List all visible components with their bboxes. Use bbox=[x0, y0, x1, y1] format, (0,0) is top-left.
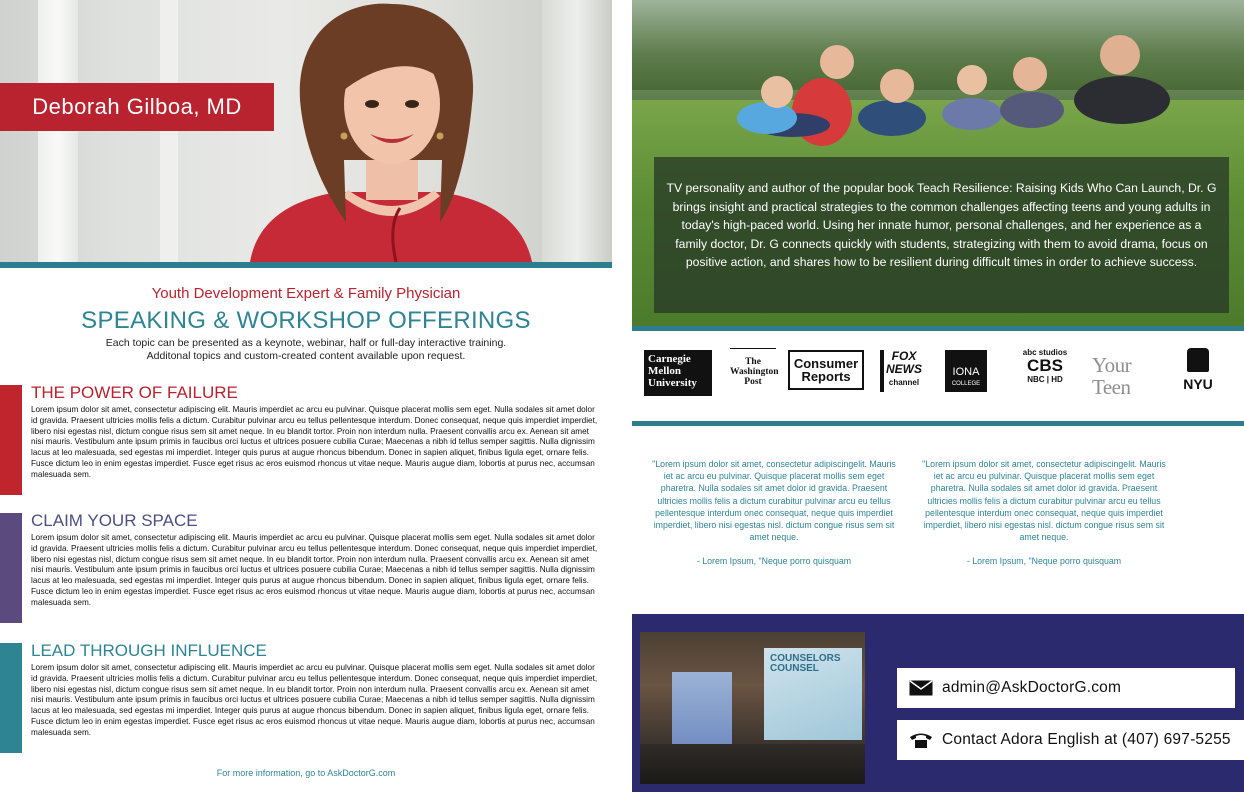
topic-description: Lorem ipsum dolor sit amet, consectetur adipiscing elit. Mauris imperdiet ac arcu eu pulvinar. Quisque placerat mollis sem eget. Nulla sodales sit amet dolor id gravida. Praesent ultricies mollis felis a dictum. Curabitur pulvinar arcu eu tellus pellentesque interdum. Donec consequat, neque quis imperdiet imperdiet, libero nisi egestas nisl, dictum congue risus sem sit amet neque. In eu blandit tortor. Proin non interdum nulla. Praesent convallis arcu ex. Aenean sit amet nisi mauris. Vestibulum ante ipsum primis in faucibus orci luctus et ultrices posuere cubilia Curae; Maecenas a nibh id tellus semper sagittis. Nulla dignissim lacus at leo malesuada, sed egestas mi imperdiet. Integer quis purus at augue rhoncus bibendum. Donec in sapien aliquet, finibus ligula eget, ornare felis. Fusce dictum leo in enim egestas imperdiet. Fusce eget risus ac eros euismod rhoncus ut vitae neque. Mauris augue diam, lobortis at purus nec, accumsan malesuada sem. bbox=[31, 405, 598, 479]
divider-bar bbox=[0, 262, 612, 268]
bio-overlay bbox=[654, 157, 1229, 313]
event-photo bbox=[640, 632, 865, 784]
testimonial-quote: "Lorem ipsum dolor sit amet, consectetur adipiscingelit. Mauris iet ac arcu eu pulvinar. Quisque placerat mollis sem eget pharetra. Nulla sodales sit amet dolor id gravida. Praesent ultricies mollis felis a dictum curabitur pulvinar arcu eu tellus pellentesque interdum onec consequat, neque quis imperdiet imperdiet, libero nisi egestas nisl. dictum congue risus sem sit amet neque. bbox=[922, 459, 1166, 543]
abc-cbs-nbc-logo bbox=[1014, 348, 1076, 394]
more-info-link[interactable]: For more information, go to AskDoctorG.com bbox=[216, 768, 396, 778]
email-contact[interactable] bbox=[897, 668, 1235, 708]
logo-text: Post bbox=[744, 377, 762, 387]
logo-text: NYU bbox=[1183, 376, 1213, 392]
washington-post-logo bbox=[730, 348, 779, 394]
speaker-subtitle: Youth Development Expert & Family Physician bbox=[151, 285, 461, 302]
logo-text: University bbox=[648, 377, 697, 389]
logo-text: NEWS bbox=[886, 362, 922, 376]
screen-line: COUNSELORS bbox=[770, 653, 841, 664]
presentation-screen bbox=[764, 648, 862, 740]
divider-bar bbox=[632, 421, 1244, 426]
logo-text: IONA bbox=[952, 366, 980, 378]
nyu-logo bbox=[1180, 348, 1216, 396]
contact-block bbox=[632, 614, 1244, 792]
topic-accent-bar bbox=[0, 385, 22, 495]
event-audience bbox=[640, 744, 865, 784]
email-address[interactable]: admin@AskDoctorG.com bbox=[942, 679, 1122, 696]
testimonial-attribution: - Lorem Ipsum, "Neque porro quisquam bbox=[966, 556, 1122, 567]
intro-line: Additonal topics and custom-created content available upon request. bbox=[146, 350, 466, 362]
phone-contact[interactable] bbox=[897, 720, 1244, 760]
logo-text: NBC | HD bbox=[1027, 375, 1063, 384]
phone-icon bbox=[909, 732, 933, 748]
logo-text: FOX bbox=[891, 349, 917, 363]
topic-description: Lorem ipsum dolor sit amet, consectetur adipiscing elit. Mauris imperdiet ac arcu eu pulvinar. Quisque placerat mollis sem eget. Nulla sodales sit amet dolor id gravida. Praesent ultricies mollis felis a dictum. Curabitur pulvinar arcu eu tellus pellentesque interdum. Donec consequat, neque quis imperdiet imperdiet, libero nisi egestas nisl, dictum congue risus sem sit amet neque. In eu blandit tortor. Proin non interdum nulla. Praesent convallis arcu ex. Aenean sit amet nisi mauris. Vestibulum ante ipsum primis in faucibus orci luctus et ultrices posuere cubilia Curae; Maecenas a nibh id tellus semper sagittis. Nulla dignissim lacus at leo malesuada, sed egestas mi imperdiet. Integer quis purus at augue rhoncus bibendum. Donec in sapien aliquet, finibus ligula eget, ornare felis. Fusce dictum leo in enim egestas imperdiet. Fusce eget risus ac eros euismod rhoncus ut vitae neque. Mauris augue diam, lobortis at purus nec, accumsan malesuada sem. bbox=[31, 663, 598, 737]
logo-text: Reports bbox=[801, 369, 851, 384]
logo-text: Your bbox=[1092, 353, 1132, 377]
speaker-name-banner: Deborah Gilboa, MD bbox=[0, 83, 274, 131]
topic-description: Lorem ipsum dolor sit amet, consectetur adipiscing elit. Mauris imperdiet ac arcu eu pulvinar. Quisque placerat mollis sem eget. Nulla sodales sit amet dolor id gravida. Praesent ultricies mollis felis a dictum. Curabitur pulvinar arcu eu tellus pellentesque interdum. Donec consequat, neque quis imperdiet imperdiet, libero nisi egestas nisl, dictum congue risus sem sit amet neque. In eu blandit tortor. Proin non interdum nulla. Praesent convallis arcu ex. Aenean sit amet nisi mauris. Vestibulum ante ipsum primis in faucibus orci luctus et ultrices posuere cubilia Curae; Maecenas a nibh id tellus semper sagittis. Nulla dignissim lacus at leo malesuada, sed egestas mi imperdiet. Integer quis purus at augue rhoncus bibendum. Donec in sapien aliquet, finibus ligula eget, ornare felis. Fusce dictum leo in enim egestas imperdiet. Fusce eget risus ac eros euismod rhoncus ut vitae neque. Mauris augue diam, lobortis at purus nec, accumsan malesuada sem. bbox=[31, 533, 598, 607]
testimonial-attribution: - Lorem Ipsum, "Neque porro quisquam bbox=[696, 556, 852, 567]
envelope-icon bbox=[909, 680, 933, 696]
logo-text: Teen bbox=[1092, 375, 1131, 399]
topic-title: THE POWER OF FAILURE bbox=[31, 383, 238, 402]
portrait-figure bbox=[0, 0, 612, 262]
topic-title: CLAIM YOUR SPACE bbox=[31, 511, 198, 530]
divider-bar bbox=[632, 326, 1244, 331]
intro-line: Each topic can be presented as a keynote, webinar, half or full-day interactive training. bbox=[105, 337, 507, 349]
bio-text: TV personality and author of the popular book Teach Resilience: Raising Kids Who Can Launch, Dr. G brings insight and practical strategies to the common challenges affecting teens and young adults in today's high-paced world. Using her innate humor, personal challenges, and her experience as a family doctor, Dr. G connects quickly with students, strategizing with them to avoid drama, focus on positive action, and shares how to be resilient during difficult times in order to achieve success. bbox=[666, 181, 1217, 270]
media-logos bbox=[632, 344, 1244, 404]
screen-line: COUNSEL bbox=[770, 663, 819, 674]
screen-text bbox=[770, 654, 841, 674]
testimonial bbox=[918, 458, 1170, 568]
logo-text: Washington bbox=[730, 367, 779, 377]
logo-text: The bbox=[745, 357, 761, 367]
family-photo bbox=[632, 0, 1244, 326]
topic-title: LEAD THROUGH INFLUENCE bbox=[31, 641, 267, 660]
logo-text: Carnegie bbox=[648, 353, 691, 365]
carnegie-mellon-logo bbox=[644, 350, 712, 396]
intro-text bbox=[0, 337, 612, 363]
iona-college-logo bbox=[945, 350, 987, 392]
logo-text: abc studios bbox=[1022, 348, 1068, 357]
testimonial-quote: "Lorem ipsum dolor sit amet, consectetur adipiscingelit. Mauris iet ac arcu eu pulvinar. Quisque placerat mollis sem eget pharetra. Nulla sodales sit amet dolor id gravida. Praesent ultricies mollis felis a dictum curabitur pulvinar arcu eu tellus pellentesque interdum onec consequat, neque quis imperdiet imperdiet, libero nisi egestas nisl. dictum congue risus sem sit amet neque. bbox=[652, 459, 896, 543]
testimonial bbox=[648, 458, 900, 568]
left-page bbox=[0, 0, 612, 792]
torch-icon bbox=[1187, 348, 1209, 372]
logo-text: Consumer bbox=[793, 356, 859, 371]
topic-accent-bar bbox=[0, 643, 22, 753]
logo-text: COLLEGE bbox=[951, 381, 981, 387]
fox-news-logo bbox=[880, 350, 924, 392]
right-page bbox=[632, 0, 1244, 792]
page-title: SPEAKING & WORKSHOP OFFERINGS bbox=[81, 307, 531, 334]
consumer-reports-logo bbox=[788, 350, 864, 390]
phone-contact-text[interactable]: Contact Adora English at (407) 697-5255 bbox=[942, 731, 1231, 748]
topic-accent-bar bbox=[0, 513, 22, 623]
logo-text: Mellon bbox=[648, 365, 681, 377]
your-teen-logo bbox=[1092, 353, 1158, 399]
logo-text: channel bbox=[888, 378, 920, 387]
speaker-portrait bbox=[0, 0, 612, 262]
logo-text: CBS bbox=[1027, 356, 1063, 375]
event-banner bbox=[672, 672, 732, 752]
